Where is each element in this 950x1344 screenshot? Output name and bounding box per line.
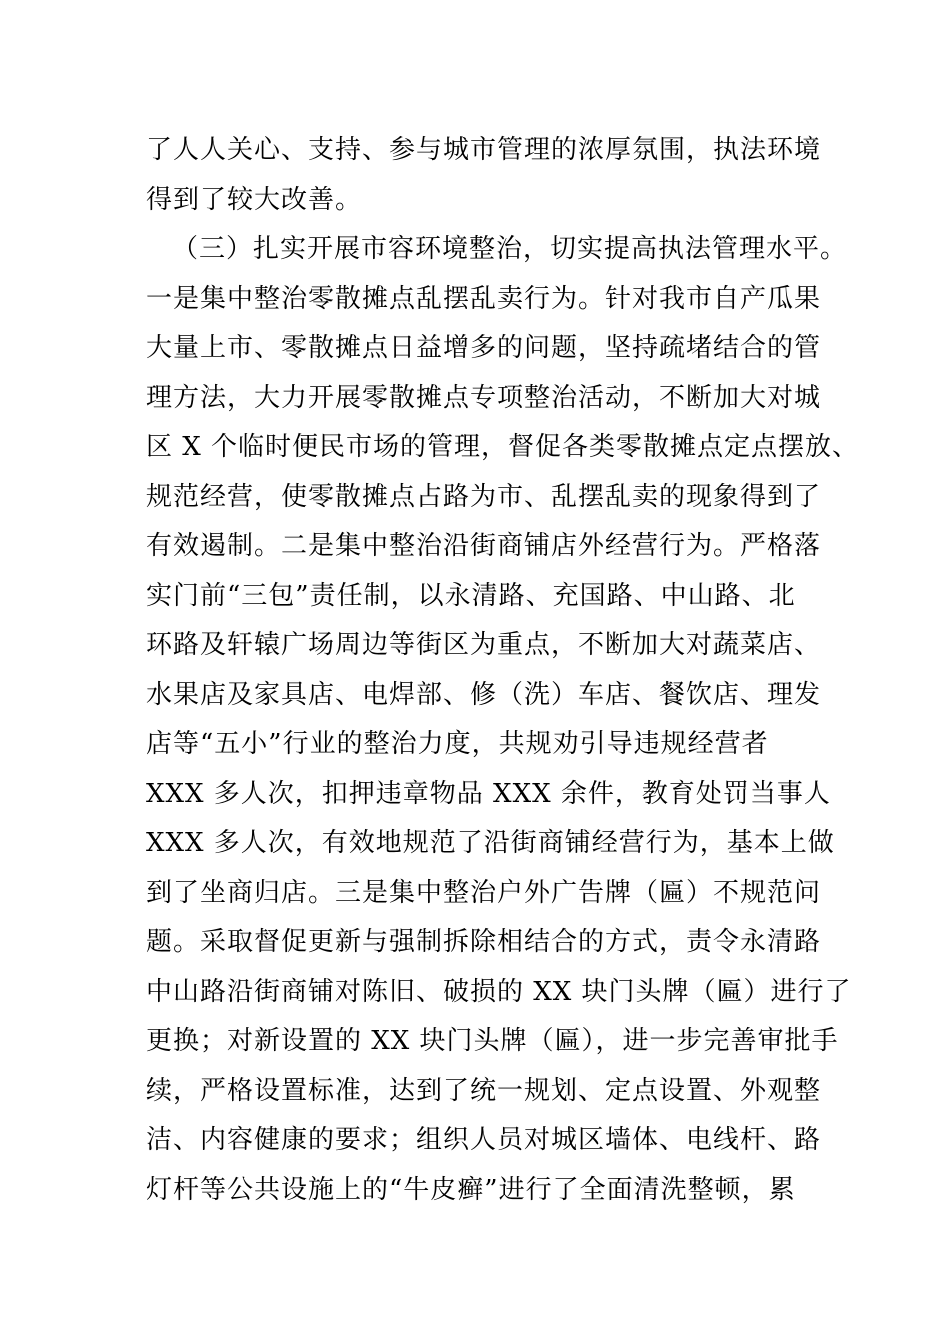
text-line: 实门前“三包”责任制，以永清路、充国路、中山路、北 (146, 580, 796, 611)
text-line: 一是集中整治零散摊点乱摆乱卖行为。针对我市自产瓜果 (146, 283, 822, 314)
text-line: 中山路沿街商铺对陈旧、破损的 XX 块门头牌（匾）进行了 (146, 976, 852, 1007)
text-line: 灯杆等公共设施上的“牛皮癣”进行了全面清洗整顿，累 (146, 1174, 796, 1205)
text-line: 续，严格设置标准，达到了统一规划、定点设置、外观整 (146, 1075, 822, 1106)
text-line: 大量上市、零散摊点日益增多的问题，坚持疏堵结合的管 (146, 333, 822, 363)
text-line: 得到了较大改善。 (146, 184, 363, 215)
text-line: 洁、内容健康的要求；组织人员对城区墙体、电线杆、路 (146, 1125, 822, 1155)
section-heading-line: （三）扎实开展市容环境整治，切实提高执法管理水平。 (172, 234, 848, 264)
body-text (146, 126, 860, 1215)
text-line: 理方法，大力开展零散摊点专项整治活动，不断加大对城 (146, 382, 822, 413)
text-line: 规范经营，使零散摊点占路为市、乱摆乱卖的现象得到了 (146, 481, 822, 512)
text-line: 店等“五小”行业的整治力度，共规劝引导违规经营者 (146, 729, 769, 759)
text-line: 更换；对新设置的 XX 块门头牌（匾），进一步完善审批手 (146, 1026, 839, 1056)
text-line: XXX 多人次，有效地规范了沿街商铺经营行为，基本上做 (146, 828, 835, 858)
text-line: 水果店及家具店、电焊部、修（洗）车店、餐饮店、理发 (146, 679, 822, 710)
text-line: 有效遏制。二是集中整治沿街商铺店外经营行为。严格落 (146, 531, 822, 561)
text-line: 题。采取督促更新与强制拆除相结合的方式，责令永清路 (146, 927, 822, 957)
text-line: 了人人关心、支持、参与城市管理的浓厚氛围，执法环境 (146, 135, 822, 165)
text-line: XXX 多人次，扣押违章物品 XXX 余件，教育处罚当事人 (146, 778, 831, 809)
text-line: 到了坐商归店。三是集中整治户外广告牌（匾）不规范问 (146, 877, 822, 908)
text-line: 环路及轩辕广场周边等街区为重点，不断加大对蔬菜店、 (146, 630, 822, 660)
text-line: 区 X 个临时便民市场的管理，督促各类零散摊点定点摆放、 (146, 432, 860, 462)
